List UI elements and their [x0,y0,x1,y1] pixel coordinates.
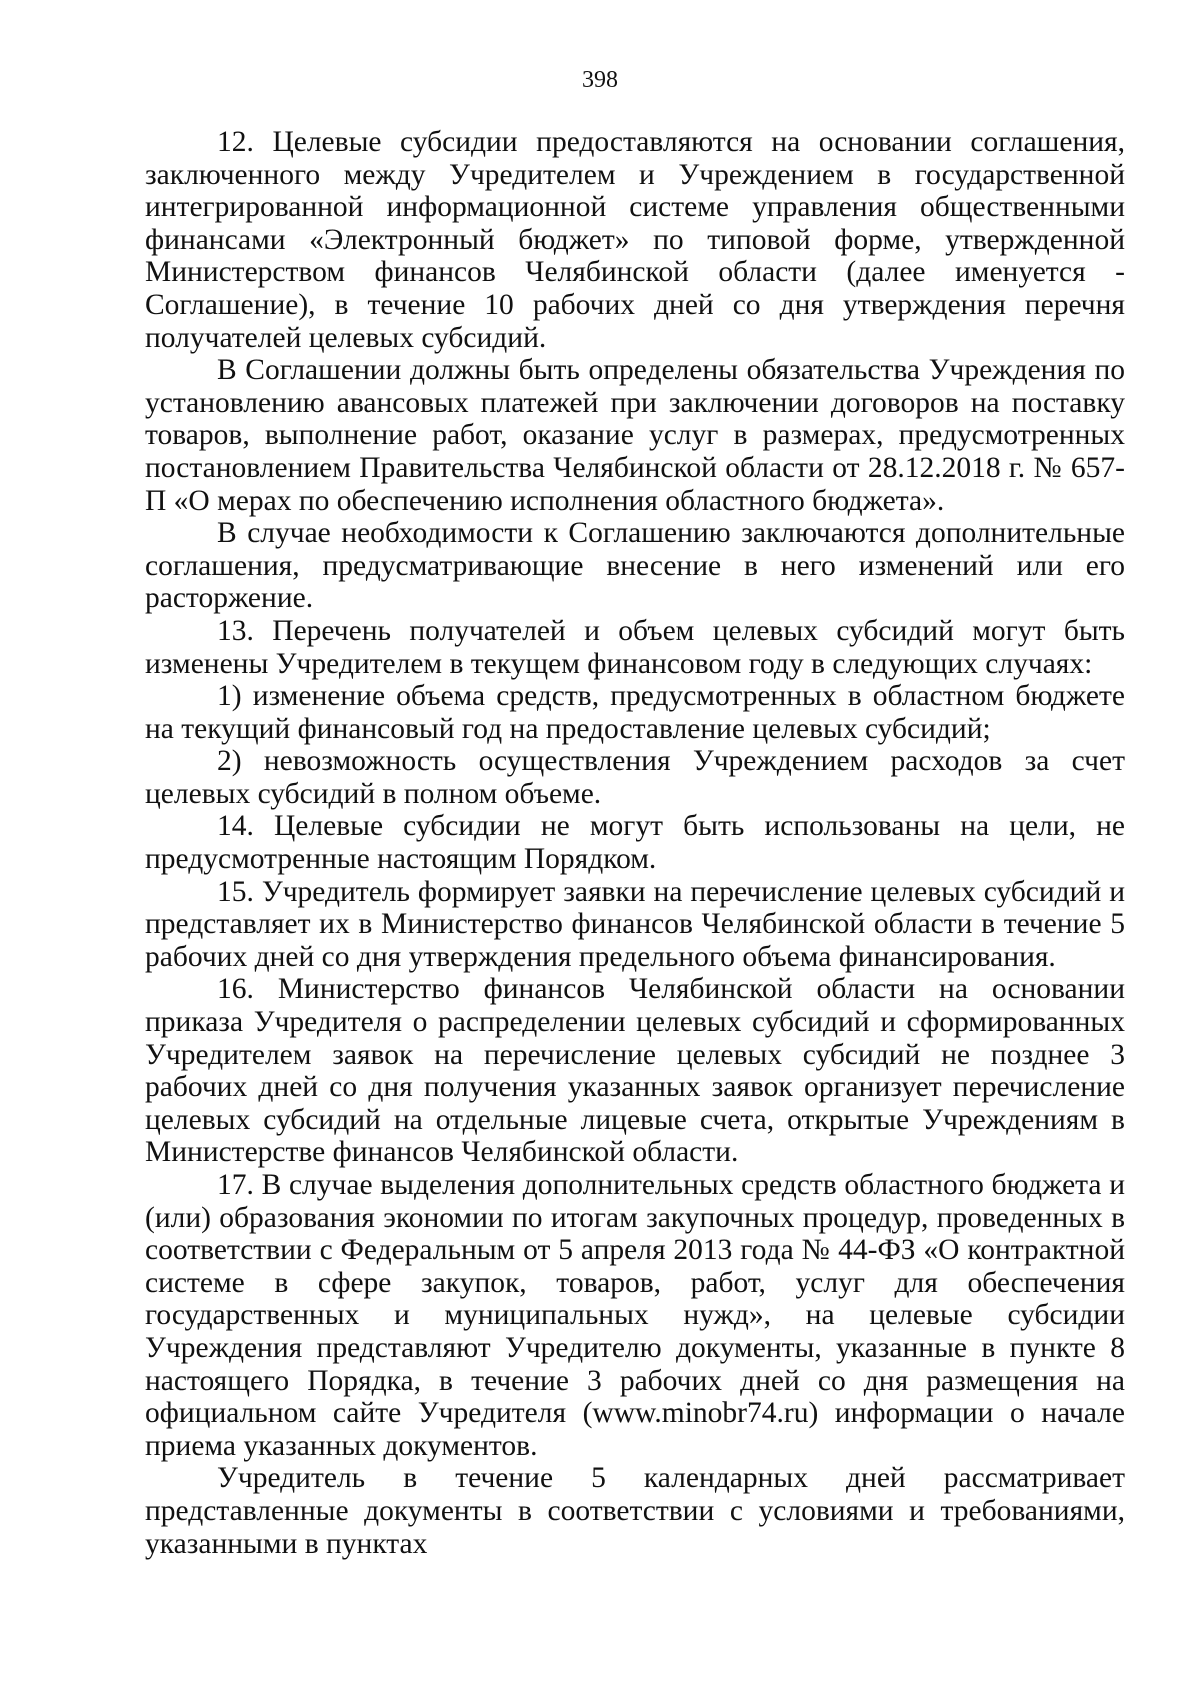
paragraph-13: 13. Перечень получателей и объем целевых субсидий могут быть изменены Учредителем в текущем финансовом году в следующих случаях: [145,614,1125,680]
paragraph-13-case-2: 2) невозможность осуществления Учреждением расходов за счет целевых субсидий в полном объеме. [145,745,1125,810]
paragraph-15: 15. Учредитель формирует заявки на перечисление целевых субсидий и представляет их в Министерство финансов Челябинской области в течение 5 рабочих дней со дня утверждения предельного объема финансирования. [145,875,1125,973]
paragraph-17: 17. В случае выделения дополнительных средств областного бюджета и (или) образования экономии по итогам закупочных процедур, проведенных в соответствии с Федеральным от 5 апреля 2013 года № 44-ФЗ «О контрактной системе в сфере закупок, товаров, работ, услуг для обеспечения государственных и муниципальных нужд», на целевые субсидии Учреждения представляют Учредителю документы, указанные в пункте 8 настоящего Порядка, в течение 3 рабочих дней со дня размещения на официальном сайте Учредителя (www.minobr74.ru) информации о начале приема указанных документов. [145,1169,1125,1462]
paragraph-16: 16. Министерство финансов Челябинской области на основании приказа Учредителя о распределении целевых субсидий и сформированных Учредителем заявок на перечисление целевых субсидий не позднее 3 рабочих дней со дня получения указанных заявок организует перечисление целевых субсидий на отдельные лицевые счета, открытые Учреждениям в Министерстве финансов Челябинской области. [145,973,1125,1169]
paragraph-agreement-obligations: В Соглашении должны быть определены обязательства Учреждения по установлению авансовых платежей при заключении договоров на поставку товаров, выполнение работ, оказание услуг в размерах, предусмотренных постановлением Правительства Челябинской области от 28.12.2018 г. № 657-П «О мерах по обеспечению исполнения областного бюджета». [145,354,1125,517]
document-body [145,126,1125,1560]
paragraph-13-case-1: 1) изменение объема средств, предусмотренных в областном бюджете на текущий финансовый год на предоставление целевых субсидий; [145,680,1125,745]
paragraph-additional-agreements: В случае необходимости к Соглашению заключаются дополнительные соглашения, предусматривающие внесение в него изменений или его расторжение. [145,517,1125,615]
paragraph-12: 12. Целевые субсидии предоставляются на основании соглашения, заключенного между Учредителем и Учреждением в государственной интегрированной информационной системе управления общественными финансами «Электронный бюджет» по типовой форме, утвержденной Министерством финансов Челябинской области (далее именуется - Соглашение), в течение 10 рабочих дней со дня утверждения перечня получателей целевых субсидий. [145,126,1125,354]
page-number: 398 [582,67,618,93]
paragraph-review-documents: Учредитель в течение 5 календарных дней рассматривает представленные документы в соответствии с условиями и требованиями, указанными в пунктах [145,1462,1125,1560]
paragraph-14: 14. Целевые субсидии не могут быть использованы на цели, не предусмотренные настоящим Порядком. [145,810,1125,876]
